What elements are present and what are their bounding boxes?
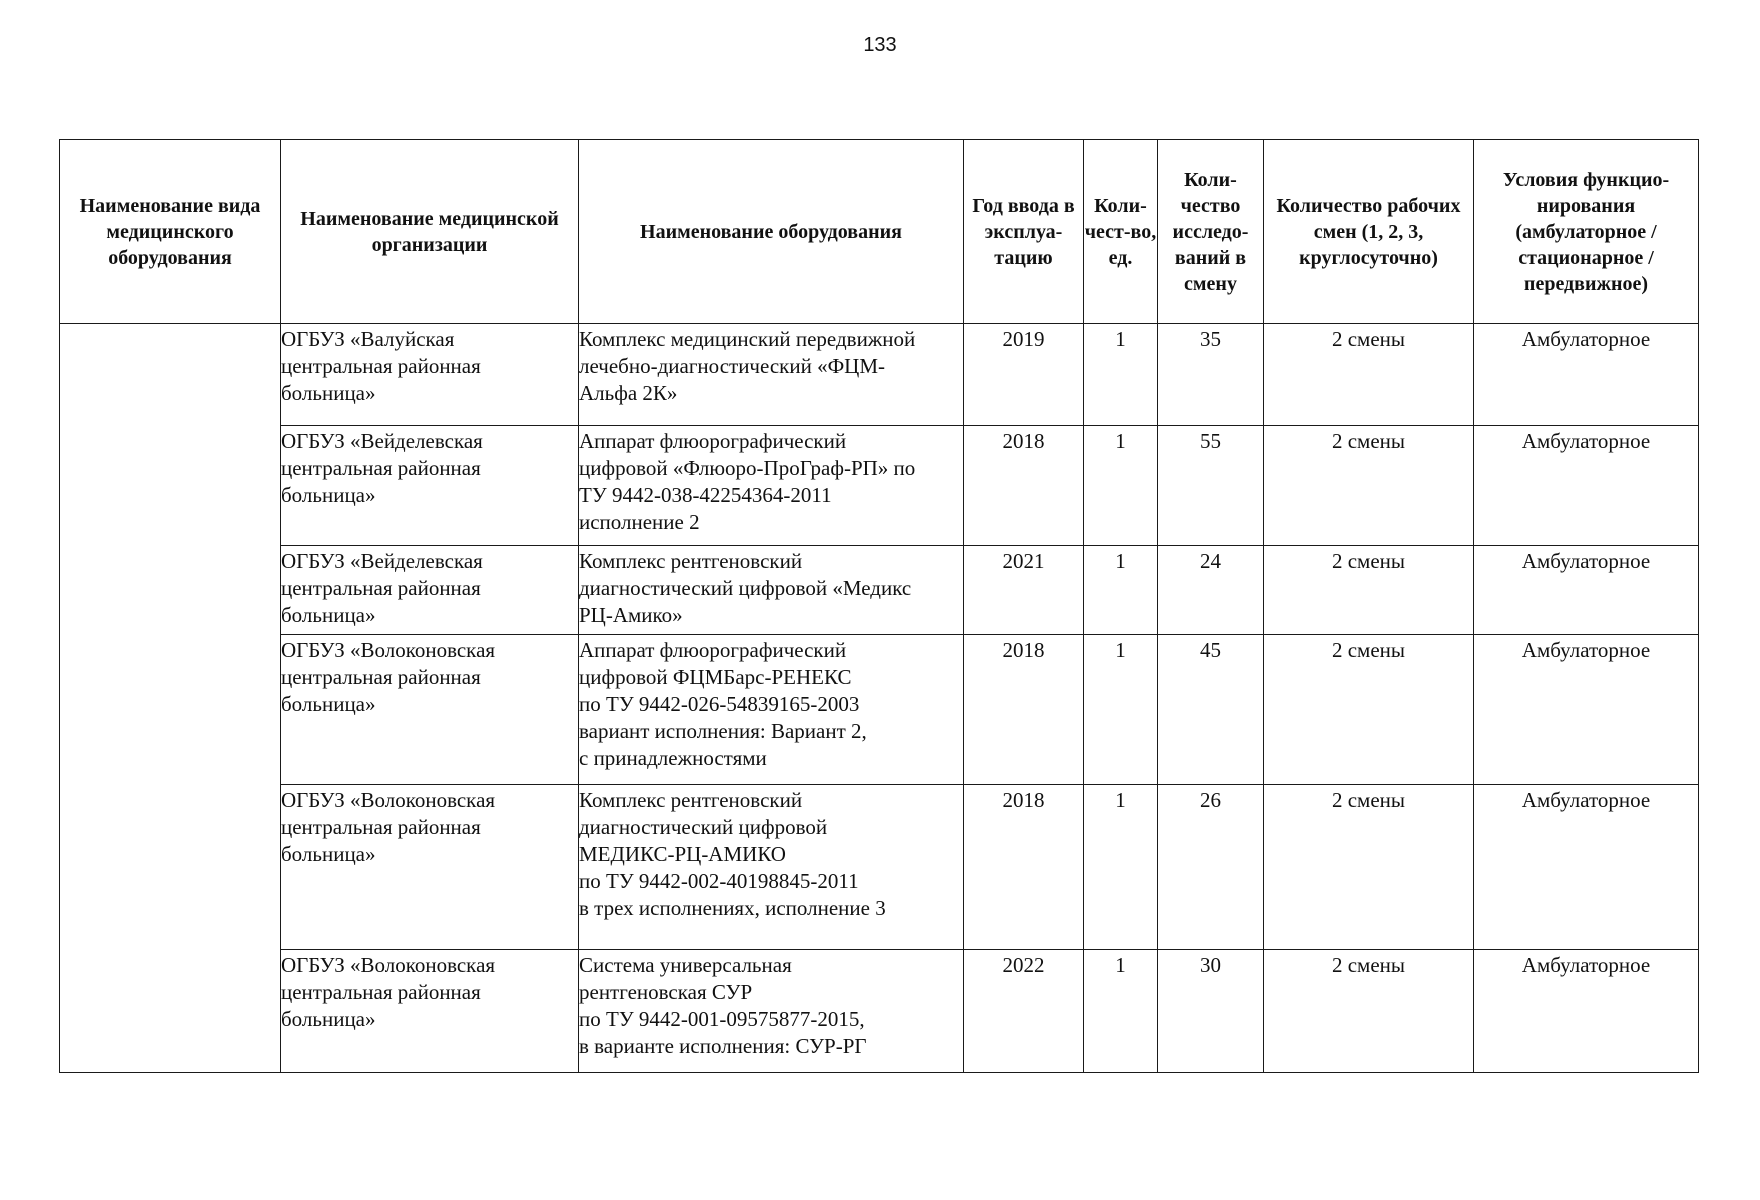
header-device-type: Наименование вида медицинского оборудования xyxy=(60,140,281,324)
header-shifts: Количество рабочих смен (1, 2, 3, круглосуточно) xyxy=(1264,140,1474,324)
table-row xyxy=(60,324,1699,426)
table-row xyxy=(60,785,1699,950)
organization-cell: ОГБУЗ «Вейделевская центральная районная больница» xyxy=(281,426,579,546)
table-row xyxy=(60,546,1699,635)
quantity-cell: 1 xyxy=(1084,546,1158,635)
quantity-cell: 1 xyxy=(1084,785,1158,950)
header-equipment: Наименование оборудования xyxy=(579,140,964,324)
quantity-cell: 1 xyxy=(1084,324,1158,426)
quantity-cell: 1 xyxy=(1084,426,1158,546)
studies-per-shift-cell: 26 xyxy=(1158,785,1264,950)
device-type-cell xyxy=(60,324,281,1073)
organization-cell: ОГБУЗ «Волоконовская центральная районная больница» xyxy=(281,785,579,950)
organization-cell: ОГБУЗ «Волоконовская центральная районная больница» xyxy=(281,950,579,1073)
organization-cell: ОГБУЗ «Волоконовская центральная районная больница» xyxy=(281,635,579,785)
conditions-cell: Амбулаторное xyxy=(1474,785,1699,950)
conditions-cell: Амбулаторное xyxy=(1474,426,1699,546)
header-year: Год ввода в эксплуа-тацию xyxy=(964,140,1084,324)
table-row xyxy=(60,635,1699,785)
studies-per-shift-cell: 24 xyxy=(1158,546,1264,635)
year-cell: 2018 xyxy=(964,785,1084,950)
year-cell: 2022 xyxy=(964,950,1084,1073)
conditions-cell: Амбулаторное xyxy=(1474,324,1699,426)
organization-cell: ОГБУЗ «Вейделевская центральная районная больница» xyxy=(281,546,579,635)
studies-per-shift-cell: 30 xyxy=(1158,950,1264,1073)
equipment-cell: Комплекс рентгеновский диагностический цифровой «Медикс РЦ-Амико» xyxy=(579,546,964,635)
shifts-cell: 2 смены xyxy=(1264,546,1474,635)
page-number: 133 xyxy=(863,34,897,56)
table-row xyxy=(60,426,1699,546)
equipment-cell: Система универсальная рентгеновская СУР по ТУ 9442-001-09575877-2015, в варианте исполнения: СУР-РГ xyxy=(579,950,964,1073)
header-quantity: Коли-чест-во, ед. xyxy=(1084,140,1158,324)
table-header-row xyxy=(60,140,1699,324)
equipment-table xyxy=(59,139,1699,1073)
header-studies-per-shift: Коли-чество исследо-ваний в смену xyxy=(1158,140,1264,324)
shifts-cell: 2 смены xyxy=(1264,426,1474,546)
year-cell: 2018 xyxy=(964,635,1084,785)
conditions-cell: Амбулаторное xyxy=(1474,950,1699,1073)
shifts-cell: 2 смены xyxy=(1264,324,1474,426)
equipment-cell: Аппарат флюорографический цифровой ФЦМБарс-РЕНЕКС по ТУ 9442-026-54839165-2003 вариант исполнения: Вариант 2, с принадлежностями xyxy=(579,635,964,785)
equipment-cell: Комплекс медицинский передвижной лечебно-диагностический «ФЦМ- Альфа 2К» xyxy=(579,324,964,426)
quantity-cell: 1 xyxy=(1084,635,1158,785)
quantity-cell: 1 xyxy=(1084,950,1158,1073)
shifts-cell: 2 смены xyxy=(1264,950,1474,1073)
year-cell: 2018 xyxy=(964,426,1084,546)
conditions-cell: Амбулаторное xyxy=(1474,635,1699,785)
conditions-cell: Амбулаторное xyxy=(1474,546,1699,635)
year-cell: 2021 xyxy=(964,546,1084,635)
shifts-cell: 2 смены xyxy=(1264,785,1474,950)
studies-per-shift-cell: 35 xyxy=(1158,324,1264,426)
header-conditions: Условия функцио-нирования (амбулаторное / стационарное / передвижное) xyxy=(1474,140,1699,324)
header-organization: Наименование медицинской организации xyxy=(281,140,579,324)
organization-cell: ОГБУЗ «Валуйская центральная районная больница» xyxy=(281,324,579,426)
studies-per-shift-cell: 45 xyxy=(1158,635,1264,785)
equipment-cell: Комплекс рентгеновский диагностический цифровой МЕДИКС-РЦ-АМИКО по ТУ 9442-002-40198845-2011 в трех исполнениях, исполнение 3 xyxy=(579,785,964,950)
equipment-cell: Аппарат флюорографический цифровой «Флюоро-ПроГраф-РП» по ТУ 9442-038-42254364-2011 исполнение 2 xyxy=(579,426,964,546)
studies-per-shift-cell: 55 xyxy=(1158,426,1264,546)
table-row xyxy=(60,950,1699,1073)
shifts-cell: 2 смены xyxy=(1264,635,1474,785)
year-cell: 2019 xyxy=(964,324,1084,426)
